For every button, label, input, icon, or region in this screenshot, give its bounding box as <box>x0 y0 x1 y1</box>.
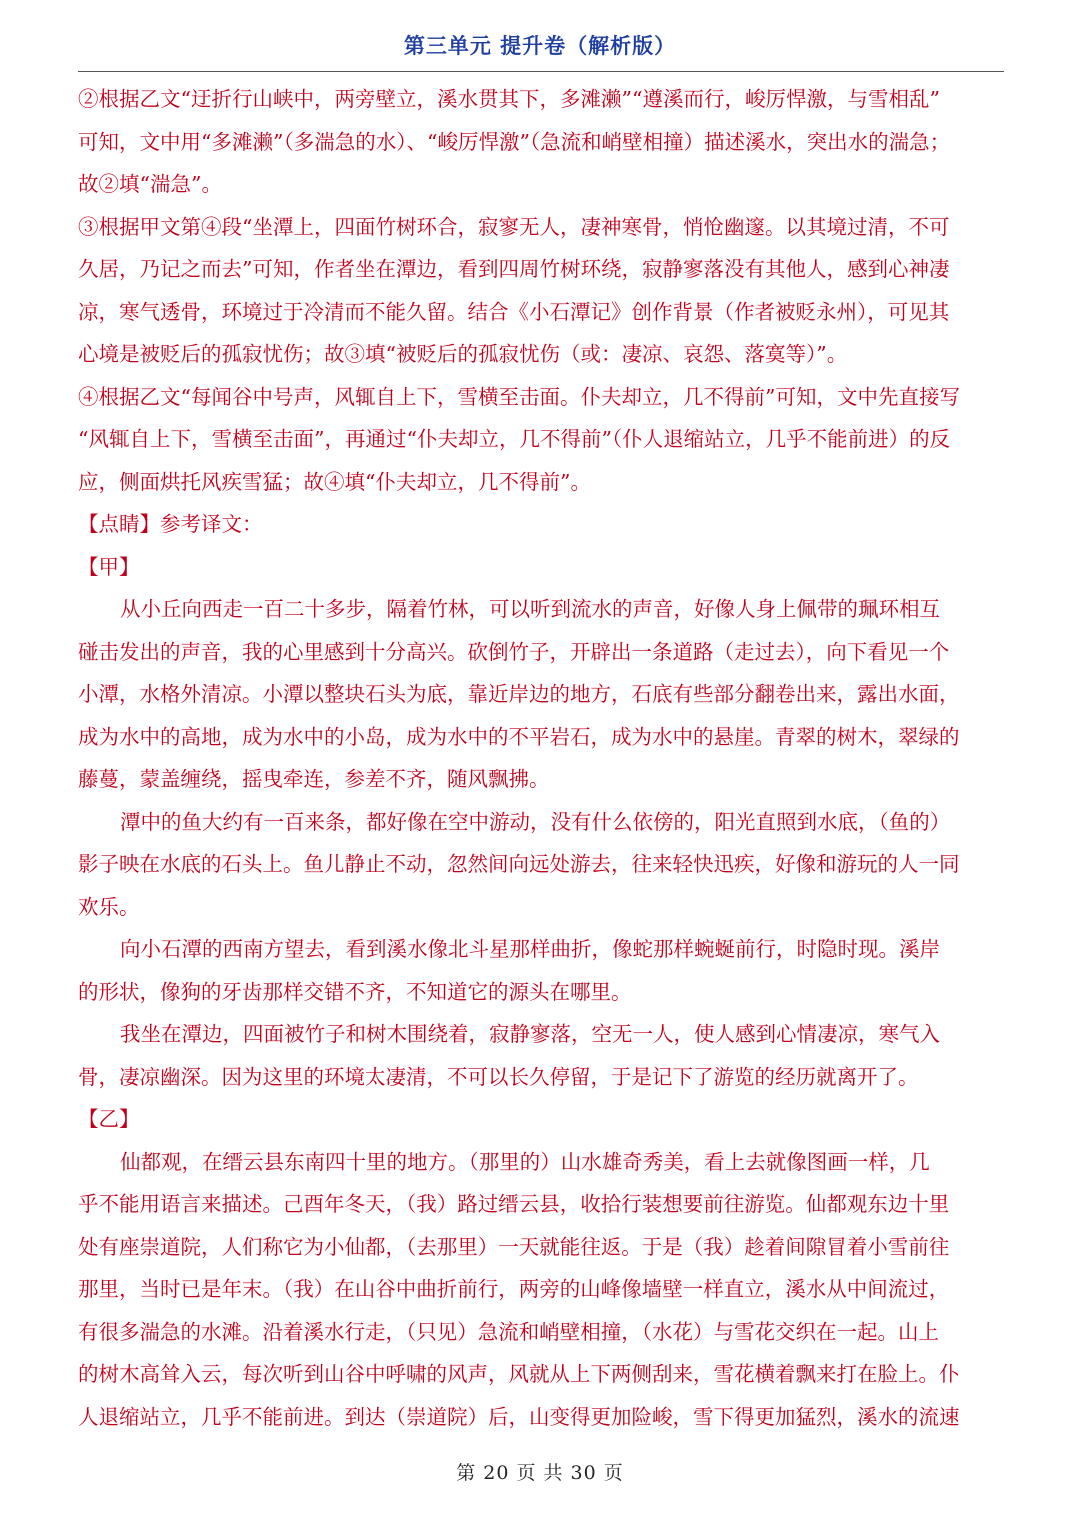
text-line: 欢乐。 <box>78 894 140 919</box>
text-line: 仙都观，在缙云县东南四十里的地方。（那里的）山水雄奇秀美，看上去就像图画一样，几 <box>120 1149 930 1174</box>
text-line: 的形状，像狗的牙齿那样交错不齐，不知道它的源头在哪里。 <box>78 979 632 1004</box>
header-divider <box>78 71 1004 72</box>
text-line: 碰击发出的声音，我的心里感到十分高兴。砍倒竹子，开辟出一条道路（走过去），向下看见一个 <box>78 639 950 664</box>
text-line: 应，侧面烘托风疾雪猛；故④填“仆夫却立，几不得前”。 <box>78 469 591 494</box>
text-line: ②根据乙文“迂折行山峡中，两旁壁立，溪水贯其下，多滩濑”“遵溪而行，峻厉悍激，与雪相乱” <box>78 87 940 111</box>
text-line: 故②填“湍急”。 <box>78 172 222 196</box>
text-line: “风辄自上下，雪横至击面”，再通过“仆夫却立，几不得前”（仆人退缩站立，几乎不能前进）的反 <box>78 427 951 451</box>
text-line: 有很多湍急的水滩。沿着溪水行走，（只见）急流和峭壁相撞，（水花）与雪花交织在一起。山上 <box>78 1319 939 1344</box>
header-title: 第三单元 提升卷（解析版） <box>403 33 677 58</box>
text-line: 藤蔓，蒙盖缠绕，摇曳牵连，参差不齐，随风飘拂。 <box>78 767 550 791</box>
text-line: 心境是被贬后的孤寂忧伤；故③填“被贬后的孤寂忧伤（或：凄凉、哀怨、落寞等）”。 <box>78 342 848 366</box>
text-line: 影子映在水底的石头上。鱼儿静止不动，忽然间向远处游去，往来轻快迅疾，好像和游玩的人一同 <box>78 852 960 876</box>
text-line: 我坐在潭边，四面被竹子和树木围绕着，寂静寥落，空无一人，使人感到心情凄凉，寒气入 <box>120 1022 940 1046</box>
text-line: 凉，寒气透骨，环境过于冷清而不能久留。结合《小石潭记》创作背景（作者被贬永州），可见其 <box>78 299 950 324</box>
section-heading-yi: 【乙】 <box>78 1107 140 1131</box>
text-line: ③根据甲文第④段“坐潭上，四面竹树环合，寂寥无人，凄神寒骨，悄怆幽邃。以其境过清，不可 <box>78 214 950 239</box>
text-line: 小潭，水格外清凉。小潭以整块石头为底，靠近岸边的地方，石底有些部分翻卷出来，露出水面， <box>78 682 960 706</box>
body-text <box>78 78 1004 1438</box>
text-line: 那里，当时已是年末。（我）在山谷中曲折前行，两旁的山峰像墙壁一样直立，溪水从中间流过， <box>78 1277 950 1301</box>
text-line: 人退缩站立，几乎不能前进。到达（崇道院）后，山变得更加险峻，雪下得更加猛烈，溪水的流速 <box>78 1404 960 1429</box>
text-line: 从小丘向西走一百二十多步，隔着竹林，可以听到流水的声音，好像人身上佩带的珮环相互 <box>120 597 940 621</box>
text-line: 成为水中的高地，成为水中的小岛，成为水中的不平岩石，成为水中的悬崖。青翠的树木，翠绿的 <box>78 724 960 749</box>
section-heading-dianjing: 【点睛】参考译文： <box>78 512 263 536</box>
text-line: 处有座崇道院，人们称它为小仙都，（去那里）一天就能往返。于是（我）趁着间隙冒着小雪前往 <box>78 1234 950 1259</box>
page-number: 第 20 页 共 30 页 <box>456 1462 624 1484</box>
text-line: 可知，文中用“多滩濑”（多湍急的水）、“峻厉悍激”（急流和峭壁相撞）描述溪水，突出水的湍急； <box>78 129 951 154</box>
text-line: 乎不能用语言来描述。己酉年冬天，（我）路过缙云县，收拾行装想要前往游览。仙都观东边十里 <box>78 1192 950 1216</box>
text-line: 的树木高耸入云，每次听到山谷中呼啸的风声，风就从上下两侧刮来，雪花横着飘来打在脸上。仆 <box>78 1362 960 1386</box>
text-line: 潭中的鱼大约有一百来条，都好像在空中游动，没有什么依傍的，阳光直照到水底，（鱼的） <box>120 809 951 834</box>
section-heading-jia: 【甲】 <box>78 554 140 579</box>
text-line: 久居，乃记之而去”可知，作者坐在潭边，看到四周竹树环绕，寂静寥落没有其他人，感到心神凄 <box>78 257 950 281</box>
text-line: ④根据乙文“每闻谷中号声，风辄自上下，雪横至击面。仆夫却立，几不得前”可知，文中先直接写 <box>78 384 960 409</box>
text-line: 骨，凄凉幽深。因为这里的环境太凄清，不可以长久停留，于是记下了游览的经历就离开了。 <box>78 1064 919 1089</box>
text-line: 向小石潭的西南方望去，看到溪水像北斗星那样曲折，像蛇那样蜿蜒前行，时隐时现。溪岸 <box>120 937 940 961</box>
